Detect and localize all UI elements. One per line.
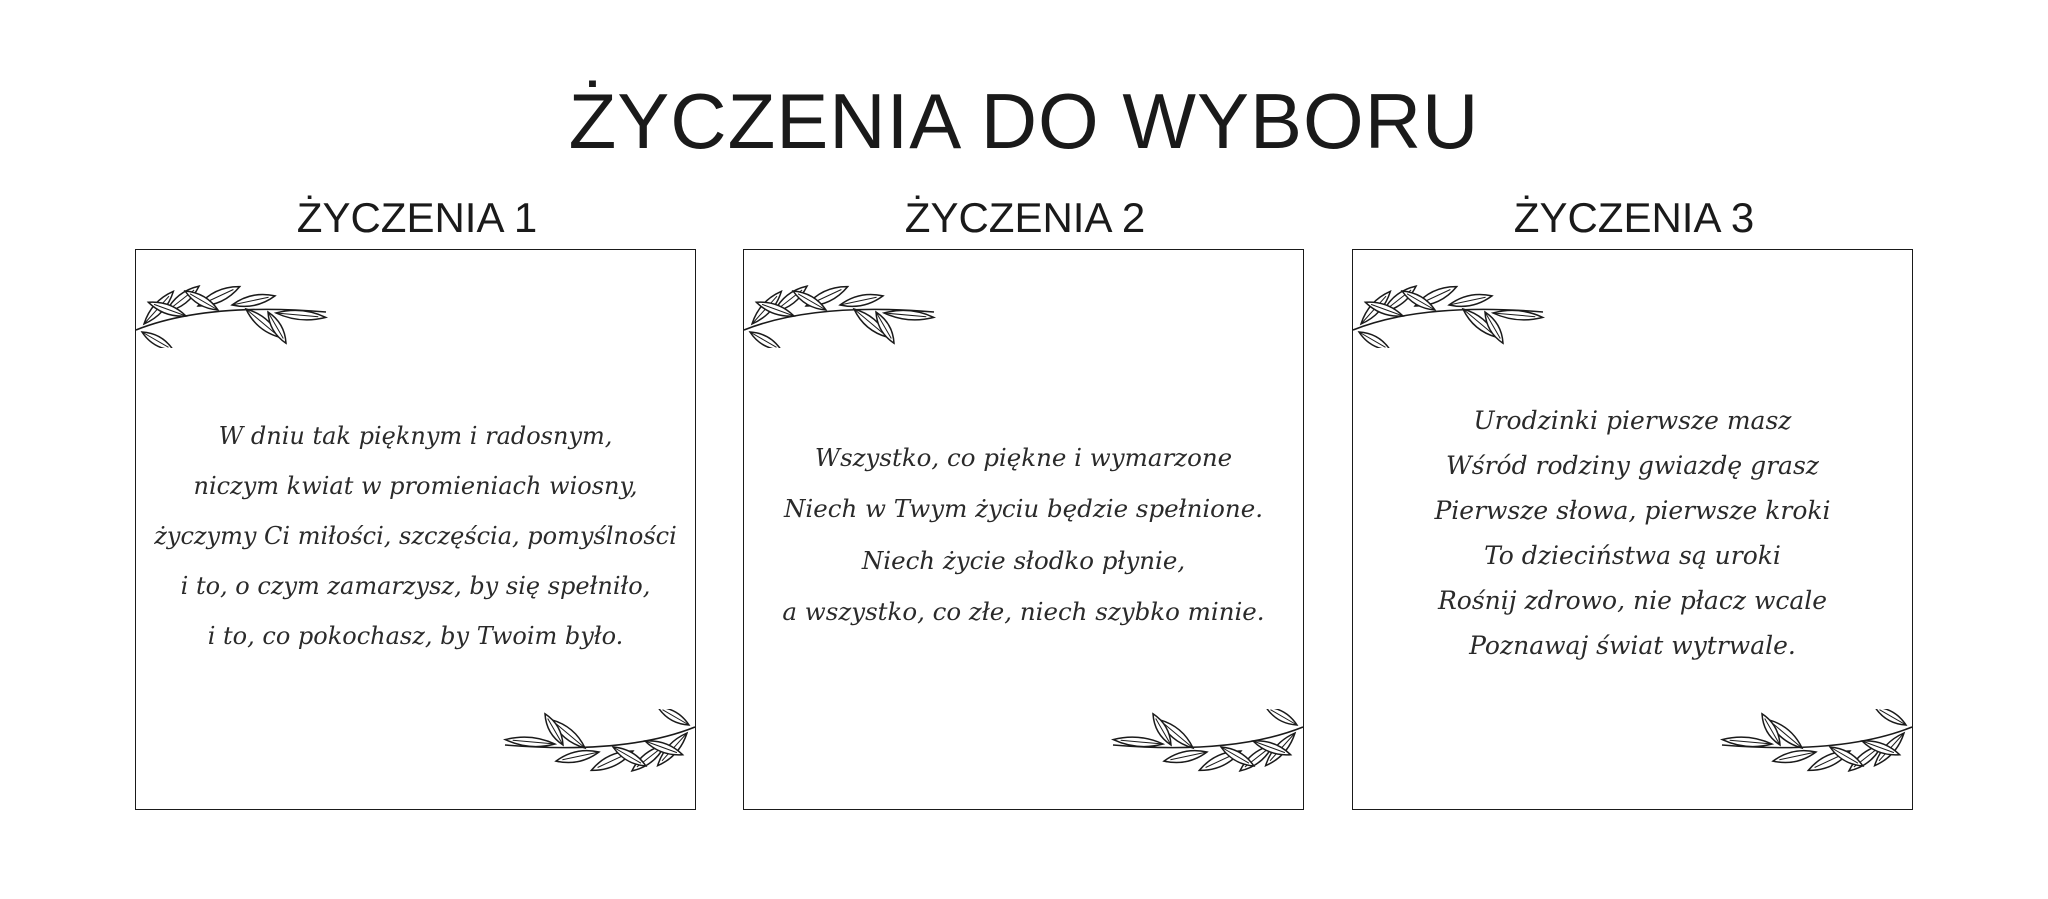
wish-verse: [1353, 250, 1912, 809]
verse-line: Pierwsze słowa, pierwsze kroki: [1434, 495, 1831, 525]
wish-verse: [744, 250, 1303, 809]
verse-line: Niech w Twym życiu będzie spełnione.: [783, 494, 1264, 523]
verse-line: To dzieciństwa są uroki: [1484, 540, 1781, 570]
wish-heading: ŻYCZENIA 3: [1513, 194, 1755, 241]
verse-line: Wszystko, co piękne i wymarzone: [814, 442, 1233, 472]
wish-heading: ŻYCZENIA 2: [904, 194, 1146, 241]
wish-heading: ŻYCZENIA 1: [296, 194, 538, 241]
wish-verse: [136, 250, 695, 809]
verse-line: Rośnij zdrowo, nie płacz wcale: [1437, 585, 1828, 615]
verse-line: Wśród rodziny gwiazdę grasz: [1446, 450, 1819, 480]
verse-line: niczym kwiat w promieniach wiosny,: [193, 471, 638, 500]
verse-line: a wszystko, co złe, niech szybko minie.: [782, 597, 1265, 626]
verse-line: życzymy Ci miłości, szczęścia, pomyślności: [154, 521, 677, 550]
verse-line: Urodzinki pierwsze masz: [1473, 405, 1792, 435]
verse-line: i to, o czym zamarzysz, by się spełniło,: [180, 571, 651, 600]
wish-card: [1352, 249, 1913, 810]
verse-line: W dniu tak pięknym i radosnym,: [218, 421, 613, 450]
verse-line: i to, co pokochasz, by Twoim było.: [207, 621, 624, 650]
wish-card: [743, 249, 1304, 810]
verse-line: Niech życie słodko płynie,: [861, 545, 1186, 575]
wish-card: [135, 249, 696, 810]
verse-line: Poznawaj świat wytrwale.: [1469, 630, 1796, 660]
page-title: ŻYCZENIA DO WYBORU: [568, 77, 1480, 165]
